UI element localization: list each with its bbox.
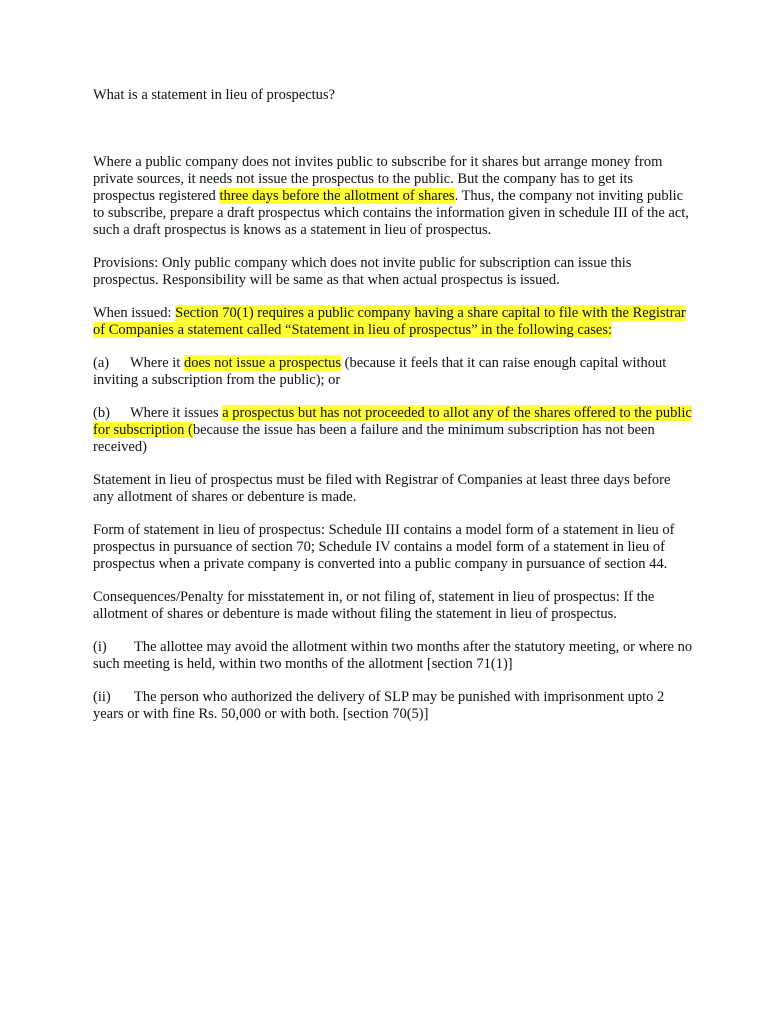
text: (because it feels that it can raise enough capital without inviting a subscription from the public); or: [93, 355, 667, 388]
list-item-b: [93, 405, 693, 456]
text: Where it: [130, 355, 184, 371]
text: . Thus, the company not inviting public to subscribe, prepare a draft prospectus which contains the information given in schedule III of the act, such a draft prospectus is knows as a statement in lieu of prospectus.: [93, 188, 689, 238]
text: because the issue has been a failure and the minimum subscription has not been received): [93, 422, 655, 455]
text: Where it issues: [130, 405, 223, 421]
paragraph-consequences: Consequences/Penalty for misstatement in, or not filing of, statement in lieu of prospectus: If the allotment of shares or debenture is made without filing the statement in lieu of prospectus.: [93, 589, 655, 622]
highlighted-text: a prospectus but has not proceeded to allot any of the shares offered to the public for subscription (: [93, 405, 692, 438]
paragraph-filing: Statement in lieu of prospectus must be filed with Registrar of Companies at least three days before any allotment of shares or debenture is made.: [93, 472, 671, 505]
text: Where a public company does not invites public to subscribe for it shares but arrange money from private sources, it needs not issue the prospectus to the public. But the company has to get its prospectus registered: [93, 154, 663, 204]
text: The allottee may avoid the allotment within two months after the statutory meeting, or where no such meeting is held, within two months of the allotment [section 71(1)]: [93, 639, 693, 672]
list-item-ii: [93, 689, 693, 723]
list-item-a: [93, 355, 693, 389]
text: When issued:: [93, 305, 176, 321]
list-label: (a): [93, 355, 110, 371]
document-title: What is a statement in lieu of prospectus?: [93, 87, 335, 103]
paragraph-form: Form of statement in lieu of prospectus: Schedule III contains a model form of a statement in lieu of prospectus in pursuance of section 70; Schedule IV contains a model form of a statement in lieu of prospectus when a private company is converted into a public company in pursuance of section 44.: [93, 522, 675, 572]
list-item-i: [93, 639, 693, 673]
paragraph-definition: [93, 154, 693, 239]
text: The person who authorized the delivery of SLP may be punished with imprisonment upto 2 years or with fine Rs. 50,000 or with both. [section 70(5)]: [93, 689, 665, 722]
paragraph-when-issued: [93, 305, 693, 339]
highlighted-text: Section 70(1) requires a public company having a share capital to file with the Registrar of Companies a statement called “Statement in lieu of prospectus” in the following cases:: [93, 305, 686, 338]
list-label: (i): [93, 639, 107, 655]
paragraph-provisions: Provisions: Only public company which does not invite public for subscription can issue this prospectus. Responsibility will be same as that when actual prospectus is issued.: [93, 255, 632, 288]
document-body: [93, 154, 693, 739]
highlighted-text: does not issue a prospectus: [183, 355, 342, 371]
list-label: (ii): [93, 689, 111, 705]
list-label: (b): [93, 405, 110, 421]
highlighted-text: three days before the allotment of shares: [219, 188, 455, 204]
